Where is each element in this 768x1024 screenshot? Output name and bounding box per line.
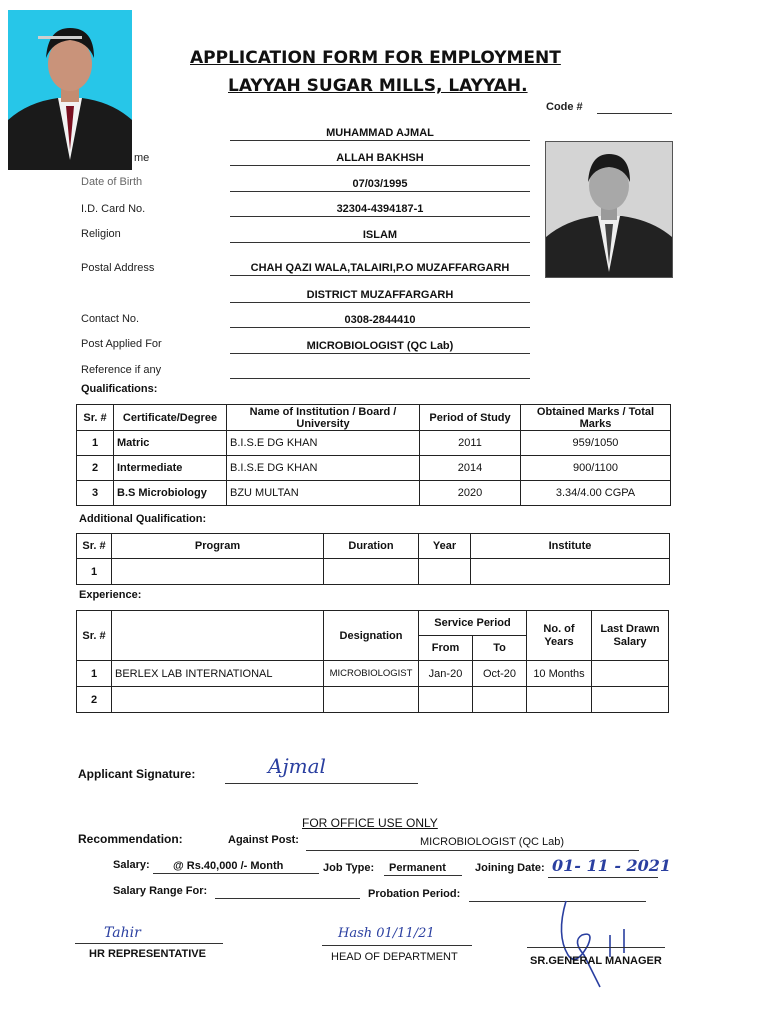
postal-line-1 xyxy=(230,275,530,276)
qual-period: 2020 xyxy=(420,481,521,506)
probation-period-label: Probation Period: xyxy=(368,888,461,900)
applicant-signature-label: Applicant Signature: xyxy=(78,767,196,781)
job-type-value: Permanent xyxy=(389,862,446,874)
exp-years: 10 Months xyxy=(527,661,592,687)
against-post-label: Against Post: xyxy=(228,834,299,846)
sr-general-manager-label: SR.GENERAL MANAGER xyxy=(530,955,662,967)
add-program-cell xyxy=(112,559,324,585)
joining-date-value: 01- 11 - 2021 xyxy=(552,856,672,875)
qual-marks: 959/1050 xyxy=(521,431,671,456)
exp-header-years: No. of Years xyxy=(527,611,592,661)
exp-header-designation: Designation xyxy=(324,611,419,661)
dob-value: 07/03/1995 xyxy=(352,178,408,190)
exp-sr: 2 xyxy=(77,687,112,713)
cnic-value: 32304-4394187-1 xyxy=(336,203,424,215)
applicant-signature: Ajmal xyxy=(268,754,326,778)
hr-signature-line xyxy=(75,943,223,944)
religion-line xyxy=(230,242,530,243)
exp-designation xyxy=(324,687,419,713)
exp-from xyxy=(419,687,473,713)
qual-period: 2011 xyxy=(420,431,521,456)
exp-header-salary: Last Drawn Salary xyxy=(592,611,669,661)
qualifications-table xyxy=(76,404,671,506)
exp-header-from: From xyxy=(419,636,473,661)
salary-range-label: Salary Range For: xyxy=(113,885,208,897)
qual-header-sr: Sr. # xyxy=(77,405,114,431)
gm-signature-line xyxy=(527,947,665,948)
qual-sr: 1 xyxy=(77,431,114,456)
hr-representative-label: HR REPRESENTATIVE xyxy=(89,948,206,960)
qualifications-heading: Qualifications: xyxy=(81,383,158,395)
post-applied-value: MICROBIOLOGIST (QC Lab) xyxy=(306,340,454,352)
exp-to: Oct-20 xyxy=(473,661,527,687)
additional-qualification-heading: Additional Qualification: xyxy=(79,513,207,525)
add-duration-cell xyxy=(324,559,419,585)
qual-marks: 900/1100 xyxy=(521,456,671,481)
exp-header-sr: Sr. # xyxy=(77,611,112,661)
qual-header-period: Period of Study xyxy=(420,405,521,431)
joining-date-label: Joining Date: xyxy=(475,862,545,874)
postal-address-value-2: DISTRICT MUZAFFARGARH xyxy=(306,289,454,301)
father-name-value: ALLAH BAKHSH xyxy=(336,152,424,164)
against-post-value: MICROBIOLOGIST (QC Lab) xyxy=(420,836,565,848)
table-row xyxy=(77,559,670,585)
qual-institution: B.I.S.E DG KHAN xyxy=(227,456,420,481)
add-header-duration: Duration xyxy=(324,534,419,559)
cnic-line xyxy=(230,216,530,217)
joining-date-line xyxy=(548,877,658,878)
code-label: Code # xyxy=(546,101,583,113)
add-header-program: Program xyxy=(112,534,324,559)
qual-sr: 3 xyxy=(77,481,114,506)
father-name-line xyxy=(230,165,530,166)
name-value: MUHAMMAD AJMAL xyxy=(326,127,434,139)
add-institute-cell xyxy=(471,559,670,585)
exp-header-to: To xyxy=(473,636,527,661)
job-type-label: Job Type: xyxy=(323,862,375,874)
religion-label: Religion xyxy=(81,228,121,240)
exp-salary xyxy=(592,687,669,713)
hod-signature: Hash 01/11/21 xyxy=(338,926,435,941)
contact-value: 0308-2844410 xyxy=(344,314,416,326)
exp-header-service-period: Service Period xyxy=(419,611,527,636)
exp-to xyxy=(473,687,527,713)
post-applied-line xyxy=(230,353,530,354)
qual-header-degree: Certificate/Degree xyxy=(114,405,227,431)
qual-period: 2014 xyxy=(420,456,521,481)
qual-degree: Intermediate xyxy=(114,456,227,481)
father-name-label: me xyxy=(134,152,150,164)
salary-range-line xyxy=(215,898,360,899)
qual-degree: Matric xyxy=(114,431,227,456)
salary-label: Salary: xyxy=(113,859,150,871)
dob-label: Date of Birth xyxy=(81,176,143,188)
reference-line xyxy=(230,378,530,379)
postal-line-2 xyxy=(230,302,530,303)
exp-org: BERLEX LAB INTERNATIONAL xyxy=(112,661,324,687)
contact-line xyxy=(230,327,530,328)
experience-heading: Experience: xyxy=(79,589,142,601)
hod-signature-line xyxy=(322,945,472,946)
post-applied-label: Post Applied For xyxy=(81,338,162,350)
code-line xyxy=(597,113,672,114)
add-sr: 1 xyxy=(77,559,112,585)
cnic-label: I.D. Card No. xyxy=(81,203,146,215)
table-row xyxy=(77,456,671,481)
add-header-institute: Institute xyxy=(471,534,670,559)
add-header-sr: Sr. # xyxy=(77,534,112,559)
salary-line xyxy=(153,873,319,874)
religion-value: ISLAM xyxy=(362,229,398,241)
hod-label: HEAD OF DEPARTMENT xyxy=(331,951,458,963)
qual-sr: 2 xyxy=(77,456,114,481)
applicant-photo-large xyxy=(8,10,132,170)
applicant-photo-small xyxy=(545,141,673,278)
table-row xyxy=(77,481,671,506)
exp-salary xyxy=(592,661,669,687)
qual-header-marks: Obtained Marks / Total Marks xyxy=(521,405,671,431)
reference-label: Reference if any xyxy=(81,364,162,376)
name-line xyxy=(230,140,530,141)
experience-table xyxy=(76,610,669,713)
exp-designation: MICROBIOLOGIST xyxy=(324,661,419,687)
table-row xyxy=(77,687,669,713)
against-post-line xyxy=(306,850,639,851)
gm-signature-mark xyxy=(548,895,638,995)
office-use-heading: FOR OFFICE USE ONLY xyxy=(302,816,438,830)
salary-value: @ Rs.40,000 /- Month xyxy=(173,860,284,872)
additional-qualification-table xyxy=(76,533,670,585)
contact-label: Contact No. xyxy=(81,313,140,325)
company-title: LAYYAH SUGAR MILLS, LAYYAH. xyxy=(228,76,528,96)
qual-degree: B.S Microbiology xyxy=(114,481,227,506)
dob-line xyxy=(230,191,530,192)
postal-address-label: Postal Address xyxy=(81,262,155,274)
postal-address-value-1: CHAH QAZI WALA,TALAIRI,P.O MUZAFFARGARH xyxy=(250,262,510,274)
form-title: APPLICATION FORM FOR EMPLOYMENT xyxy=(190,48,561,68)
table-row xyxy=(77,661,669,687)
qual-institution: B.I.S.E DG KHAN xyxy=(227,431,420,456)
add-header-year: Year xyxy=(419,534,471,559)
exp-header-org xyxy=(112,611,324,661)
exp-org xyxy=(112,687,324,713)
job-type-line xyxy=(384,875,462,876)
qual-marks: 3.34/4.00 CGPA xyxy=(521,481,671,506)
exp-from: Jan-20 xyxy=(419,661,473,687)
qual-institution: BZU MULTAN xyxy=(227,481,420,506)
recommendation-label: Recommendation: xyxy=(78,832,183,846)
table-row xyxy=(77,431,671,456)
hr-signature: Tahir xyxy=(104,925,141,941)
exp-years xyxy=(527,687,592,713)
qual-header-institution: Name of Institution / Board / University xyxy=(227,405,420,431)
add-year-cell xyxy=(419,559,471,585)
exp-sr: 1 xyxy=(77,661,112,687)
applicant-signature-line xyxy=(225,783,418,784)
